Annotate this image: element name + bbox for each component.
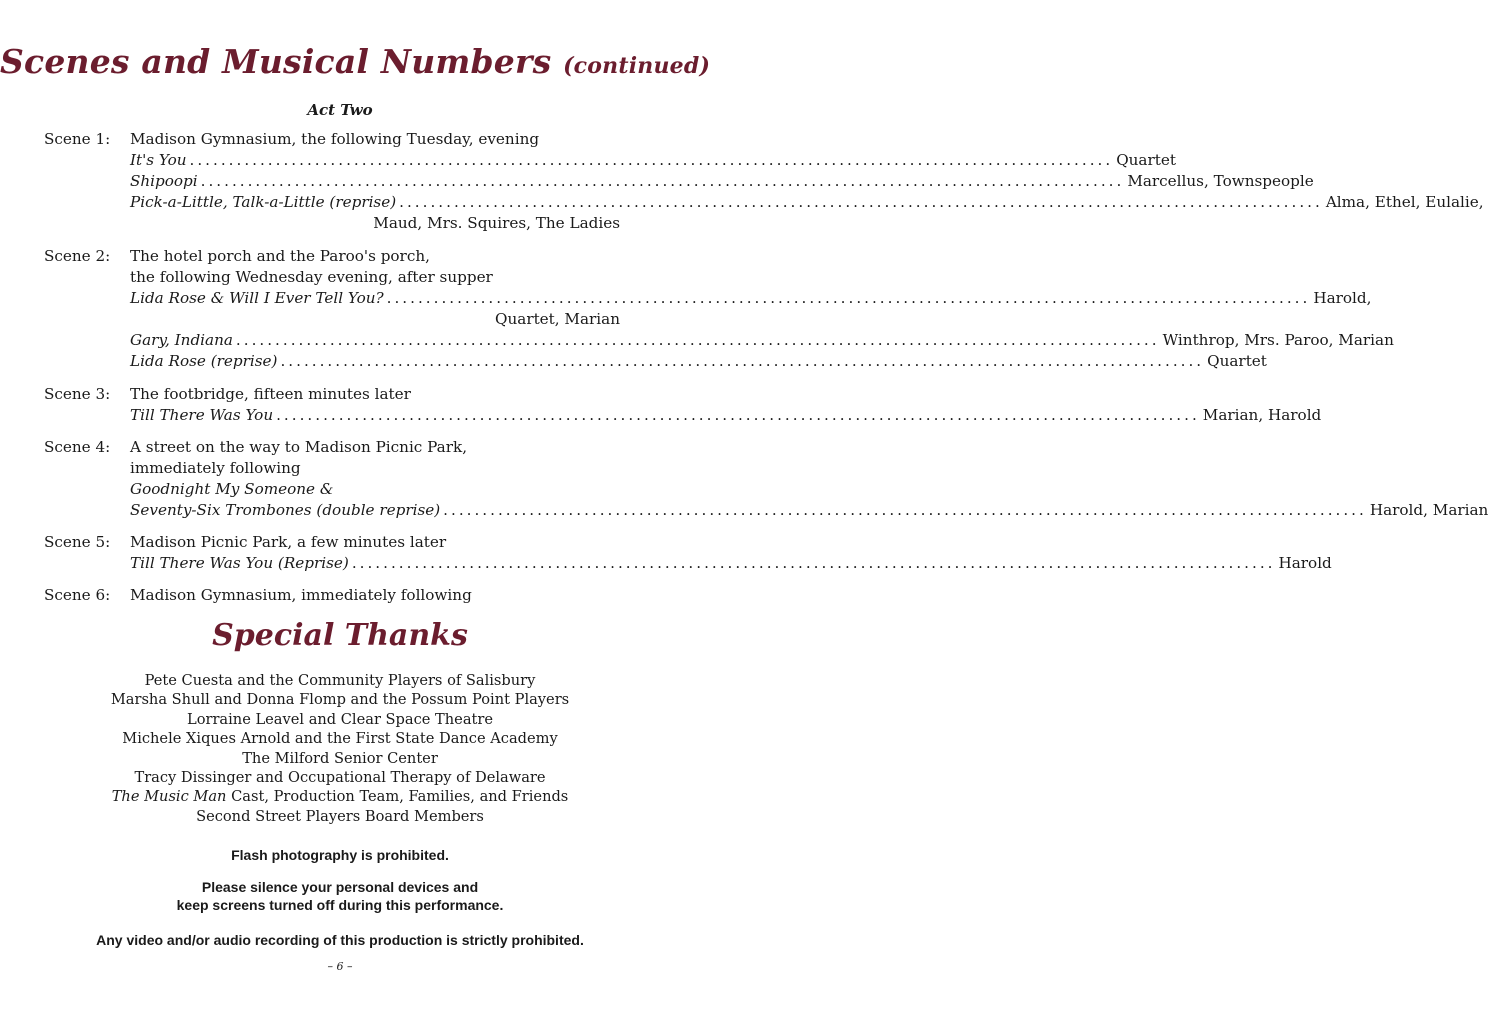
- scene-description: The hotel porch and the Paroo's porch,: [130, 247, 430, 265]
- scene-label: Scene 5:: [44, 533, 111, 551]
- scene-label: Scene 3:: [44, 385, 111, 403]
- song-entry: [130, 351, 1267, 372]
- page-title: [0, 42, 711, 81]
- dot-leader: [201, 171, 1125, 192]
- dot-leader: [190, 150, 1114, 171]
- scene-label: Scene 4:: [44, 438, 111, 456]
- scene-description: Madison Picnic Park, a few minutes later: [130, 533, 447, 551]
- silence-line-1: Please silence your personal devices and: [201, 879, 479, 895]
- silence-line-2: keep screens turned off during this performance.: [176, 897, 504, 913]
- page-number: – 6 –: [327, 960, 353, 973]
- thanks-list: [0, 671, 680, 826]
- song-title: It's You: [130, 151, 187, 169]
- thanks-line: Marsha Shull and Donna Flomp and the Possum Point Players: [110, 691, 570, 709]
- song-entry: [130, 330, 1394, 351]
- scene-description: A street on the way to Madison Picnic Park,: [130, 438, 468, 456]
- scene-description: the following Wednesday evening, after supper: [130, 268, 493, 286]
- song-title: Goodnight My Someone &: [130, 480, 334, 498]
- thanks-line: Pete Cuesta and the Community Players of Salisbury: [144, 672, 536, 689]
- song-performers: Harold, Marian: [1369, 501, 1488, 519]
- song-performers: Alma, Ethel, Eulalie,: [1325, 193, 1484, 211]
- thanks-line: Tracy Dissinger and Occupational Therapy of Delaware: [134, 769, 546, 787]
- recording-notice: Any video and/or audio recording of this production is strictly prohibited.: [96, 932, 584, 948]
- song-entry: [130, 192, 1484, 213]
- song-title: Lida Rose & Will I Ever Tell You?: [130, 289, 384, 307]
- song-performers: Quartet: [1207, 352, 1267, 370]
- title-suffix: (continued): [563, 53, 711, 79]
- scene-description: The footbridge, fifteen minutes later: [130, 385, 411, 403]
- dot-leader: [276, 405, 1200, 426]
- song-title: Shipoopi: [130, 172, 198, 190]
- scene-3: [44, 384, 1322, 426]
- song-performers: Quartet: [1116, 151, 1176, 169]
- song-performers: Harold: [1278, 554, 1332, 572]
- thanks-line: Lorraine Leavel and Clear Space Theatre: [187, 710, 493, 728]
- thanks-line-cast: [0, 787, 680, 806]
- song-title: Seventy-Six Trombones (double reprise): [130, 501, 441, 519]
- scene-4: [44, 437, 1488, 521]
- song-title: Lida Rose (reprise): [130, 352, 278, 370]
- scene-label: Scene 1:: [44, 130, 111, 148]
- scene-description: Madison Gymnasium, the following Tuesday, evening: [130, 130, 540, 148]
- flash-notice: Flash photography is prohibited.: [231, 847, 449, 863]
- scene-description: Madison Gymnasium, immediately following: [130, 586, 472, 604]
- song-entry: [130, 150, 1176, 171]
- scene-6: [44, 585, 620, 606]
- song-performers: Marcellus, Townspeople: [1127, 172, 1314, 190]
- song-title: Gary, Indiana: [130, 331, 233, 349]
- song-entry: [130, 553, 1332, 574]
- dot-leader: [280, 351, 1204, 372]
- scene-5: [44, 532, 1332, 574]
- song-performers-continued: Quartet, Marian: [495, 310, 620, 328]
- scene-description: immediately following: [130, 459, 301, 477]
- song-entry: [130, 405, 1322, 426]
- scene-label: Scene 6:: [44, 586, 111, 604]
- dot-leader: [399, 192, 1323, 213]
- song-entry: [130, 288, 1372, 309]
- thanks-line: Second Street Players Board Members: [196, 807, 484, 825]
- special-thanks-heading: Special Thanks: [212, 618, 468, 653]
- song-title: Pick-a-Little, Talk-a-Little (reprise): [130, 193, 397, 211]
- song-entry: [130, 500, 1488, 521]
- scene-label: Scene 2:: [44, 247, 111, 265]
- cast-text: Cast, Production Team, Families, and Friends: [226, 788, 569, 806]
- song-performers-continued: Maud, Mrs. Squires, The Ladies: [373, 214, 620, 232]
- silence-notice: [0, 878, 680, 914]
- song-performers: Marian, Harold: [1202, 406, 1322, 424]
- song-performers: Winthrop, Mrs. Paroo, Marian: [1162, 331, 1394, 349]
- song-title: Till There Was You (Reprise): [130, 554, 349, 572]
- dot-leader: [236, 330, 1160, 351]
- act-heading: Act Two: [307, 101, 373, 119]
- dot-leader: [387, 288, 1311, 309]
- song-entry: [130, 171, 1314, 192]
- thanks-line: The Milford Senior Center: [242, 749, 438, 767]
- dot-leader: [352, 553, 1276, 574]
- song-title: Till There Was You: [130, 406, 274, 424]
- dot-leader: [443, 500, 1367, 521]
- scene-2: [44, 246, 1394, 372]
- title-text: Scenes and Musical Numbers: [0, 42, 552, 81]
- song-performers: Harold,: [1313, 289, 1372, 307]
- thanks-line: Michele Xiques Arnold and the First State Dance Academy: [122, 730, 558, 748]
- show-title: The Music Man: [111, 788, 227, 806]
- scene-1: [44, 129, 1484, 234]
